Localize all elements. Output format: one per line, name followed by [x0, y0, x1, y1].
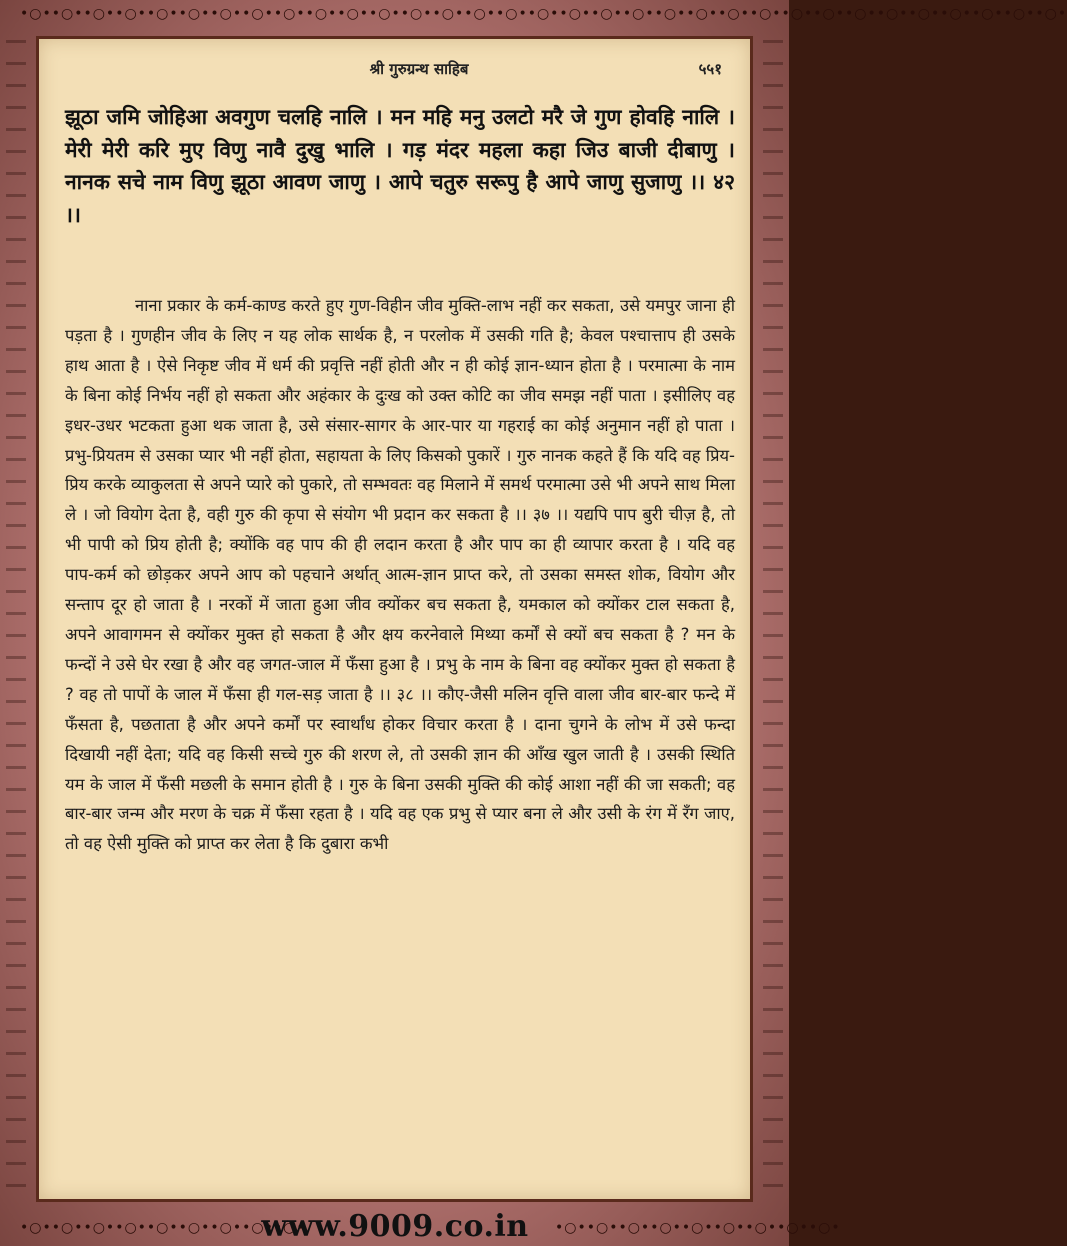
- page-header-title: श्री गुरुग्रन्थ साहिब: [369, 60, 469, 78]
- website-link[interactable]: www.9009.co.in: [261, 1209, 529, 1244]
- left-border-ornament: [6, 40, 26, 1200]
- commentary-text: [65, 291, 735, 859]
- page-paper: [36, 36, 753, 1202]
- page-number: ५५१: [698, 60, 722, 78]
- right-border-ornament: [763, 40, 783, 1200]
- scripture-verse: झूठा जमि जोहिआ अवगुण चलहि नालि । मन महि मनु उलटो मरै जे गुण होवहि नालि । मेरी मेरी करि मुए विणु नावै दुखु भालि । गड़ मंदर महला कहा जिउ बाजी दीबाणु । नानक सचे नाम विणु झूठा आवण जाणु । आपे चतुरु सरूपु है आपे जाणु सुजाणु ।। ४२ ।।: [65, 105, 735, 227]
- commentary-paragraph: नाना प्रकार के कर्म-काण्ड करते हुए गुण-विहीन जीव मुक्ति-लाभ नहीं कर सकता, उसे यमपुर जाना ही पड़ता है । गुणहीन जीव के लिए न यह लोक सार्थक है, न परलोक में उसकी गति है; केवल पश्चात्ताप ही उसके हाथ आता है । ऐसे निकृष्ट जीव में धर्म की प्रवृत्ति नहीं होती और न ही कोई ज्ञान-ध्यान होता है । परमात्मा के नाम के बिना कोई निर्भय नहीं हो सकता और अहंकार के दुःख को उक्त कोटि का जीव समझ नहीं पाता । इसीलिए वह इधर-उधर भटकता हुआ थक जाता है, उसे संसार-सागर के आर-पार या गहराई का कोई अनुमान नहीं हो पाता । प्रभु-प्रियतम से उसका प्यार भी नहीं होता, सहायता के लिए किसको पुकारें । गुरु नानक कहते हैं कि यदि वह प्रिय-प्रिय करके व्याकुलता से अपने प्यारे को पुकारे, तो सम्भवतः वह मिलाने में समर्थ परमात्मा उसे भी अपने साथ मिला ले । जो वियोग देता है, वही गुरु की कृपा से संयोग भी प्रदान कर सकता है ।। ३७ ।। यद्यपि पाप बुरी चीज़ है, तो भी पापी को प्रिय होती है; क्योंकि वह पाप की ही लदान करता है और पाप का ही व्यापार करता है । यदि वह पाप-कर्म को छोड़कर अपने आप को पहचाने अर्थात् आत्म-ज्ञान प्राप्त करे, तो उसका समस्त शोक, वियोग और सन्ताप दूर हो जाता है । नरकों में जाता हुआ जीव क्योंकर बच सकता है, यमकाल को क्योंकर टाल सकता है, अपने आवागमन से क्योंकर मुक्त हो सकता है और क्षय करनेवाले मिथ्या कर्मों से क्यों बच सकता है ? मन के फन्दों ने उसे घेर रखा है और वह जगत-जाल में फँसा हुआ है । प्रभु के नाम के बिना वह क्योंकर मुक्त हो सकता है ? वह तो पापों के जाल में फँसा ही गल-सड़ जाता है ।। ३८ ।। कौए-जैसी मलिन वृत्ति वाला जीव बार-बार फन्दे में फँसता है, पछताता है और अपने कर्मों पर स्वार्थांध होकर विचार करता है । दाना चुगने के लोभ में उसे फन्दा दिखायी नहीं देता; यदि वह किसी सच्चे गुरु की शरण ले, तो उसकी ज्ञान की आँख खुल जाती है । उसकी स्थिति यम के जाल में फँसी मछली के समान होती है । गुरु के बिना उसकी मुक्ति की कोई आशा नहीं की जा सकती; वह बार-बार जन्म और मरण के चक्र में फँसा रहता है । यदि वह एक प्रभु से प्यार बना ले और उसी के रंग में रँग जाए, तो वह ऐसी मुक्ति को प्राप्त कर लेता है कि दुबारा कभी: [65, 296, 735, 854]
- top-border-ornament: •○••○••○••○••○••○••○••○••○••○••○••○••○••○••○••○••○••○••○••○••○••○••○••○••○••○••○••○••○••○••○••○••○•: [20, 6, 1067, 22]
- bottom-left-ornament: •○••○••○••○••○••○••○••○••○•: [20, 1220, 306, 1236]
- bottom-right-ornament: •○••○••○••○••○••○••○••○••○•: [555, 1220, 841, 1236]
